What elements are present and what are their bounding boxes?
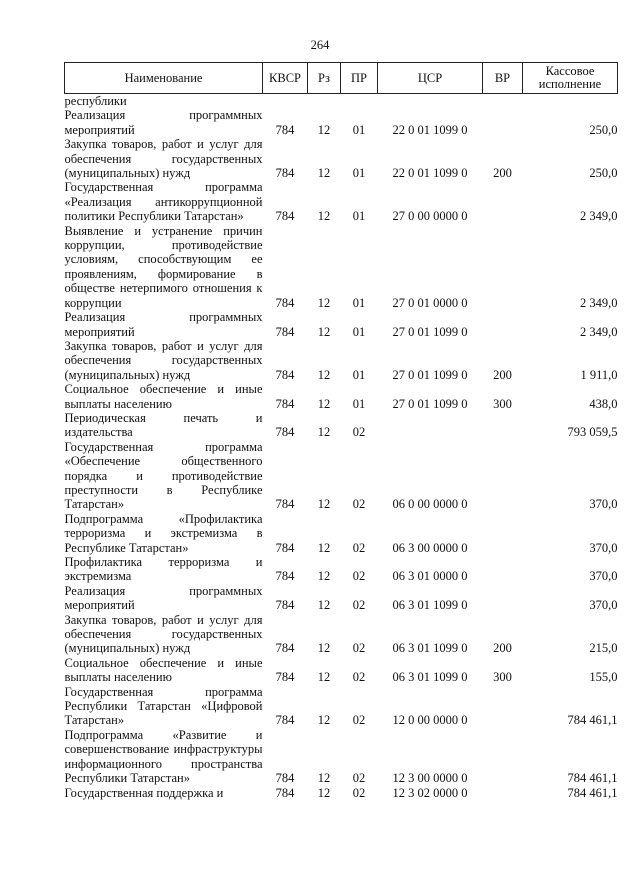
row-csr bbox=[378, 411, 483, 440]
table-row bbox=[65, 108, 618, 137]
row-name: Подпрограмма «Развитие и совершенствование инфраструктуры информационного пространства Республики Татарстан» bbox=[64, 727, 263, 786]
row-amount: 370,0 bbox=[589, 598, 618, 613]
row-kvsr: 784 bbox=[275, 497, 295, 512]
row-vr bbox=[483, 584, 523, 613]
row-amount: 215,0 bbox=[589, 641, 618, 656]
row-pr: 01 bbox=[352, 209, 366, 224]
row-kvsr: 784 bbox=[275, 540, 295, 555]
row-pr: 02 bbox=[352, 598, 366, 613]
row-csr: 12 0 00 0000 0 bbox=[392, 713, 468, 728]
table-row bbox=[65, 180, 618, 223]
table-row bbox=[65, 613, 618, 656]
row-amount: 1 911,0 bbox=[580, 367, 618, 382]
row-amount: 370,0 bbox=[589, 540, 618, 555]
row-name: Выявление и устранение причин коррупции, противодействие условиям, способствующим ее проявлениям, формирование в обществе нетерпимого отношения к коррупции bbox=[64, 223, 263, 310]
row-csr: 06 3 01 0000 0 bbox=[392, 569, 468, 584]
table-header-row bbox=[65, 63, 618, 94]
row-name: Реализация программных мероприятий bbox=[64, 583, 263, 613]
row-name: Закупка товаров, работ и услуг для обеспечения государственных (муниципальных) нужд bbox=[64, 612, 263, 656]
table-row bbox=[65, 656, 618, 685]
row-csr: 22 0 01 1099 0 bbox=[392, 166, 468, 181]
row-csr: 27 0 01 1099 0 bbox=[392, 396, 468, 411]
row-pr: 02 bbox=[352, 569, 366, 584]
row-pr: 02 bbox=[352, 771, 366, 786]
row-name: Закупка товаров, работ и услуг для обеспечения государственных (муниципальных) нужд bbox=[64, 338, 263, 382]
row-pr: 01 bbox=[352, 295, 366, 310]
row-name: Государственная программа «Обеспечение общественного порядка и противодействие преступности в Республике Татарстан» bbox=[64, 439, 263, 512]
row-name: Закупка товаров, работ и услуг для обеспечения государственных (муниципальных) нужд bbox=[64, 137, 263, 181]
row-amount: 155,0 bbox=[589, 670, 618, 685]
row-vr: 200 bbox=[493, 367, 512, 382]
row-rz: 12 bbox=[317, 295, 331, 310]
row-pr: 02 bbox=[352, 497, 366, 512]
header-rz: Рз bbox=[308, 63, 341, 94]
row-name: Социальное обеспечение и иные выплаты населению bbox=[64, 655, 263, 685]
row-vr bbox=[483, 786, 523, 800]
row-name: Государственная программа Республики Татарстан «Цифровой Татарстан» bbox=[64, 684, 263, 728]
row-pr: 02 bbox=[352, 670, 366, 685]
row-name: республики bbox=[64, 94, 127, 108]
row-kvsr: 784 bbox=[275, 670, 295, 685]
row-kvsr: 784 bbox=[275, 598, 295, 613]
row-amount: 370,0 bbox=[589, 569, 618, 584]
row-kvsr: 784 bbox=[275, 396, 295, 411]
row-csr: 12 3 02 0000 0 bbox=[392, 785, 468, 800]
row-csr: 27 0 00 0000 0 bbox=[392, 209, 468, 224]
row-pr: 01 bbox=[352, 367, 366, 382]
table-row bbox=[65, 339, 618, 382]
row-amount: 2 349,0 bbox=[580, 324, 618, 339]
row-pr: 02 bbox=[352, 785, 366, 800]
row-vr bbox=[483, 108, 523, 137]
row-amount: 2 349,0 bbox=[580, 295, 618, 310]
row-rz: 12 bbox=[317, 713, 331, 728]
table-row bbox=[65, 786, 618, 800]
row-amount: 784 461,1 bbox=[567, 785, 618, 800]
row-name: Государственная программа «Реализация антикоррупционной политики Республики Татарстан» bbox=[64, 180, 263, 224]
row-kvsr bbox=[263, 94, 308, 109]
row-name: Реализация программных мероприятий bbox=[64, 108, 263, 137]
row-csr: 06 0 00 0000 0 bbox=[392, 497, 468, 512]
row-kvsr: 784 bbox=[275, 166, 295, 181]
row-amount: 250,0 bbox=[589, 166, 618, 181]
row-kvsr: 784 bbox=[275, 295, 295, 310]
row-rz: 12 bbox=[317, 324, 331, 339]
table-row bbox=[65, 224, 618, 310]
row-pr: 02 bbox=[352, 425, 366, 440]
row-csr: 06 3 01 1099 0 bbox=[392, 598, 468, 613]
row-csr bbox=[378, 94, 483, 109]
row-kvsr: 784 bbox=[275, 569, 295, 584]
row-vr bbox=[483, 440, 523, 512]
row-amount: 793 059,5 bbox=[567, 425, 618, 440]
header-vr: ВР bbox=[483, 63, 523, 94]
row-name: Социальное обеспечение и иные выплаты населению bbox=[64, 382, 263, 411]
row-vr: 300 bbox=[493, 670, 512, 685]
row-rz: 12 bbox=[317, 122, 331, 137]
header-amount: Кассовое исполнение bbox=[523, 63, 618, 94]
row-rz: 12 bbox=[317, 425, 331, 440]
row-pr: 02 bbox=[352, 713, 366, 728]
row-pr: 02 bbox=[352, 540, 366, 555]
row-rz: 12 bbox=[317, 396, 331, 411]
row-csr: 27 0 01 1099 0 bbox=[392, 324, 468, 339]
table-row bbox=[65, 728, 618, 786]
row-amount: 2 349,0 bbox=[580, 209, 618, 224]
row-rz: 12 bbox=[317, 166, 331, 181]
row-vr: 300 bbox=[493, 396, 512, 411]
row-vr bbox=[483, 94, 523, 109]
row-rz: 12 bbox=[317, 367, 331, 382]
header-pr: ПР bbox=[341, 63, 378, 94]
row-rz: 12 bbox=[317, 670, 331, 685]
header-kvsr: КВСР bbox=[263, 63, 308, 94]
row-kvsr: 784 bbox=[275, 367, 295, 382]
row-kvsr: 784 bbox=[275, 771, 295, 786]
row-rz: 12 bbox=[317, 569, 331, 584]
row-kvsr: 784 bbox=[275, 122, 295, 137]
row-vr: 200 bbox=[493, 166, 512, 181]
row-csr: 06 3 01 1099 0 bbox=[392, 670, 468, 685]
row-rz: 12 bbox=[317, 598, 331, 613]
row-vr bbox=[483, 555, 523, 584]
row-kvsr: 784 bbox=[275, 425, 295, 440]
row-csr: 12 3 00 0000 0 bbox=[392, 771, 468, 786]
row-name: Периодическая печать и издательства bbox=[64, 410, 263, 440]
row-kvsr: 784 bbox=[275, 641, 295, 656]
row-pr: 01 bbox=[352, 122, 366, 137]
row-vr bbox=[483, 685, 523, 728]
row-amount bbox=[523, 94, 618, 109]
row-vr bbox=[483, 224, 523, 310]
row-vr bbox=[483, 411, 523, 440]
row-csr: 06 3 01 1099 0 bbox=[392, 641, 468, 656]
row-amount: 370,0 bbox=[589, 497, 618, 512]
row-pr bbox=[341, 94, 378, 109]
header-name: Наименование bbox=[65, 63, 263, 94]
row-vr bbox=[483, 728, 523, 786]
page-number: 264 bbox=[310, 38, 330, 52]
row-rz bbox=[308, 94, 341, 109]
row-vr bbox=[483, 180, 523, 223]
row-rz: 12 bbox=[317, 785, 331, 800]
row-rz: 12 bbox=[317, 209, 331, 224]
row-rz: 12 bbox=[317, 497, 331, 512]
row-vr bbox=[483, 310, 523, 339]
row-vr bbox=[483, 512, 523, 555]
row-amount: 438,0 bbox=[589, 396, 618, 411]
row-amount: 784 461,1 bbox=[567, 771, 618, 786]
row-csr: 22 0 01 1099 0 bbox=[392, 122, 468, 137]
table-row bbox=[65, 440, 618, 512]
table-row bbox=[65, 411, 618, 440]
row-pr: 01 bbox=[352, 166, 366, 181]
row-vr: 200 bbox=[493, 641, 512, 656]
row-name: Государственная поддержка и bbox=[64, 785, 224, 800]
row-kvsr: 784 bbox=[275, 324, 295, 339]
row-rz: 12 bbox=[317, 540, 331, 555]
header-csr: ЦСР bbox=[378, 63, 483, 94]
row-amount: 250,0 bbox=[589, 122, 618, 137]
row-pr: 01 bbox=[352, 396, 366, 411]
row-kvsr: 784 bbox=[275, 713, 295, 728]
row-name: Профилактика терроризма и экстремизма bbox=[64, 555, 263, 584]
budget-table bbox=[64, 62, 618, 800]
table-row bbox=[65, 94, 618, 109]
row-rz: 12 bbox=[317, 641, 331, 656]
row-pr: 01 bbox=[352, 324, 366, 339]
row-name: Реализация программных мероприятий bbox=[64, 310, 263, 339]
table-row bbox=[65, 584, 618, 613]
table-row bbox=[65, 555, 618, 584]
table-row bbox=[65, 137, 618, 180]
row-rz: 12 bbox=[317, 771, 331, 786]
table-row bbox=[65, 685, 618, 728]
row-name: Подпрограмма «Профилактика терроризма и экстремизма в Республике Татарстан» bbox=[64, 511, 263, 555]
row-csr: 27 0 01 1099 0 bbox=[392, 367, 468, 382]
row-kvsr: 784 bbox=[275, 785, 295, 800]
row-csr: 06 3 00 0000 0 bbox=[392, 540, 468, 555]
table-row bbox=[65, 382, 618, 411]
table-row bbox=[65, 310, 618, 339]
row-pr: 02 bbox=[352, 641, 366, 656]
table-row bbox=[65, 512, 618, 555]
row-amount: 784 461,1 bbox=[567, 713, 618, 728]
row-kvsr: 784 bbox=[275, 209, 295, 224]
row-csr: 27 0 01 0000 0 bbox=[392, 295, 468, 310]
